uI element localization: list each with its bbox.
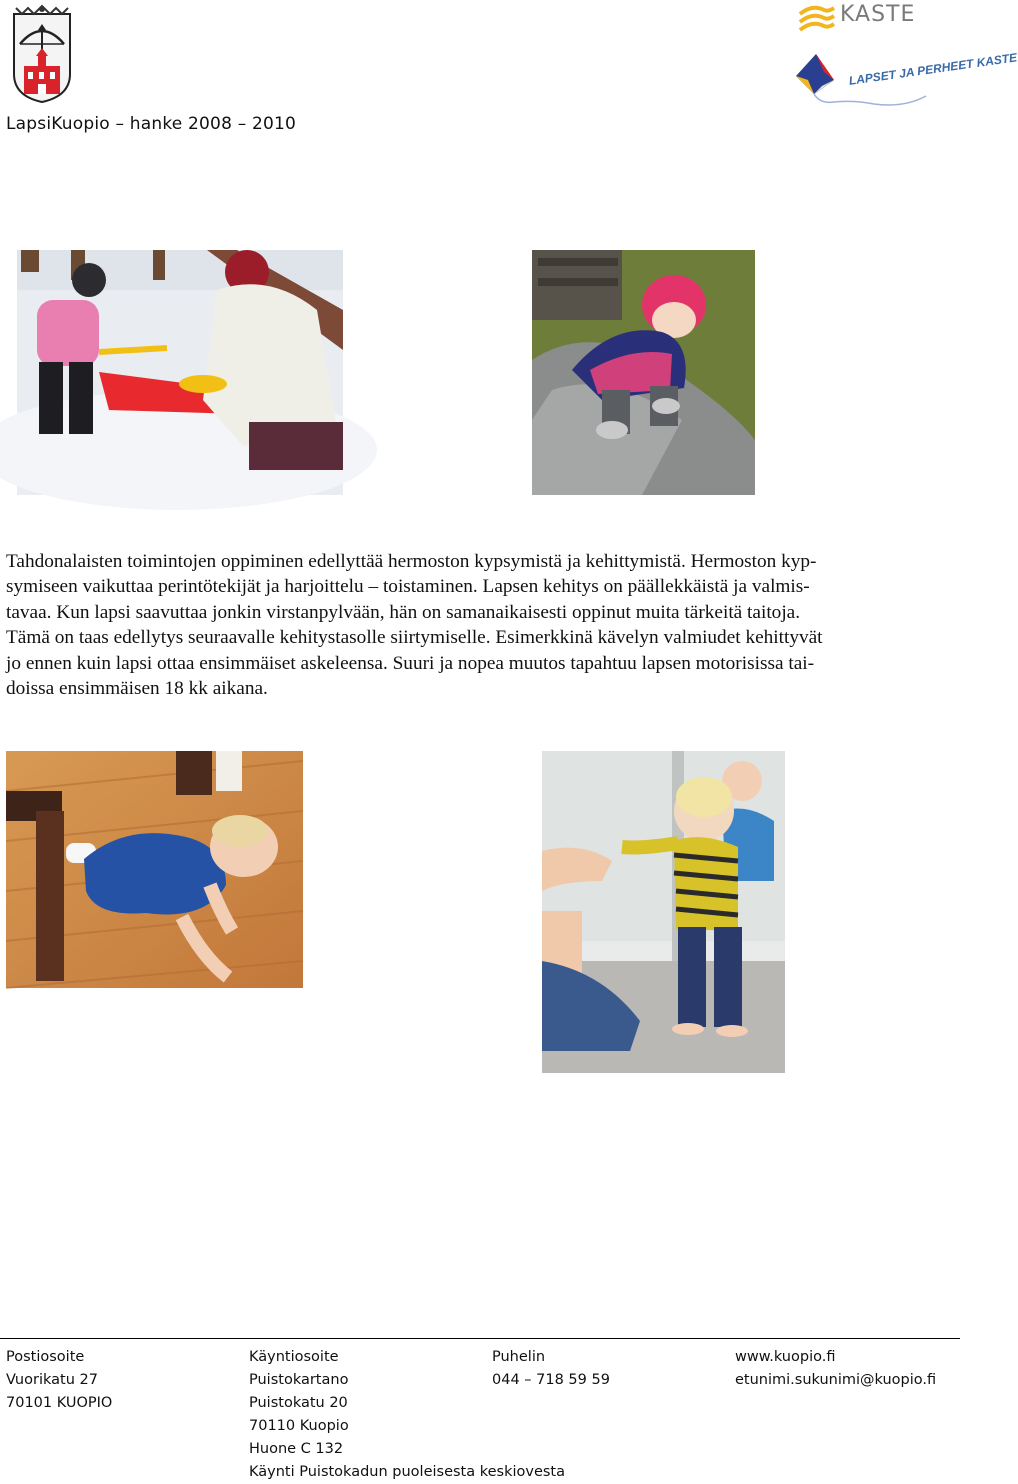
photo-crawling-baby xyxy=(6,751,303,988)
footer-heading: Käyntiosoite xyxy=(249,1349,339,1365)
body-line: Tämä on taas edellytys seuraavalle kehitystasolle siirtymiselle. Esimerkkinä kävelyn valmiudet kehittyvät xyxy=(6,627,823,649)
footer-line: Käynti Puistokadun puoleisesta keskiovesta xyxy=(249,1464,566,1480)
lapset-ja-perheet-logo-text: LAPSET JA PERHEET KASTE xyxy=(848,50,1018,88)
body-paragraph xyxy=(6,549,956,701)
footer-line: 70101 KUOPIO xyxy=(6,1395,113,1411)
body-line: Tahdonalaisten toimintojen oppiminen edellyttää hermoston kypsymistä ja kehittymistä. Hermoston kyp- xyxy=(6,551,817,572)
footer-web xyxy=(735,1346,936,1392)
footer-phone xyxy=(492,1346,610,1392)
body-line: symiseen vaikuttaa perintötekijät ja harjoittelu – toistaminen. Lapsen kehitys on päällekkäistä ja valmis- xyxy=(6,576,810,598)
footer-line: Huone C 132 xyxy=(249,1441,344,1457)
photo-walking-toddler xyxy=(542,751,785,1073)
footer-line: Vuorikatu 27 xyxy=(6,1372,98,1388)
body-line: tavaa. Kun lapsi saavuttaa jonkin virstanpylvään, hän on samanaikaisesti oppinut muita tärkeitä taitoja. xyxy=(6,601,801,623)
footer-line: Puistokatu 20 xyxy=(249,1395,348,1411)
footer-heading: Postiosoite xyxy=(6,1349,85,1365)
footer-line: 70110 Kuopio xyxy=(249,1418,349,1434)
body-line: doissa ensimmäisen 18 kk aikana. xyxy=(6,678,268,700)
footer-line: Puistokartano xyxy=(249,1372,349,1388)
kaste-logo-text: KASTE xyxy=(840,2,916,27)
photo-snow-sled xyxy=(17,250,343,495)
project-title: LapsiKuopio – hanke 2008 – 2010 xyxy=(6,114,297,134)
footer-divider xyxy=(0,1338,960,1339)
email-link[interactable]: etunimi.sukunimi@kuopio.fi xyxy=(735,1372,937,1388)
footer-phone-number: 044 – 718 59 59 xyxy=(492,1372,610,1388)
photo-rock-toddler xyxy=(532,250,755,495)
footer-postal-address xyxy=(6,1346,112,1415)
website-link[interactable]: www.kuopio.fi xyxy=(735,1349,836,1365)
body-line: jo ennen kuin lapsi ottaa ensimmäiset askeleensa. Suuri ja nopea muutos tapahtuu lapsen motorisissa tai- xyxy=(6,652,815,674)
footer-heading: Puhelin xyxy=(492,1349,546,1365)
kuopio-crest-logo xyxy=(8,4,76,104)
